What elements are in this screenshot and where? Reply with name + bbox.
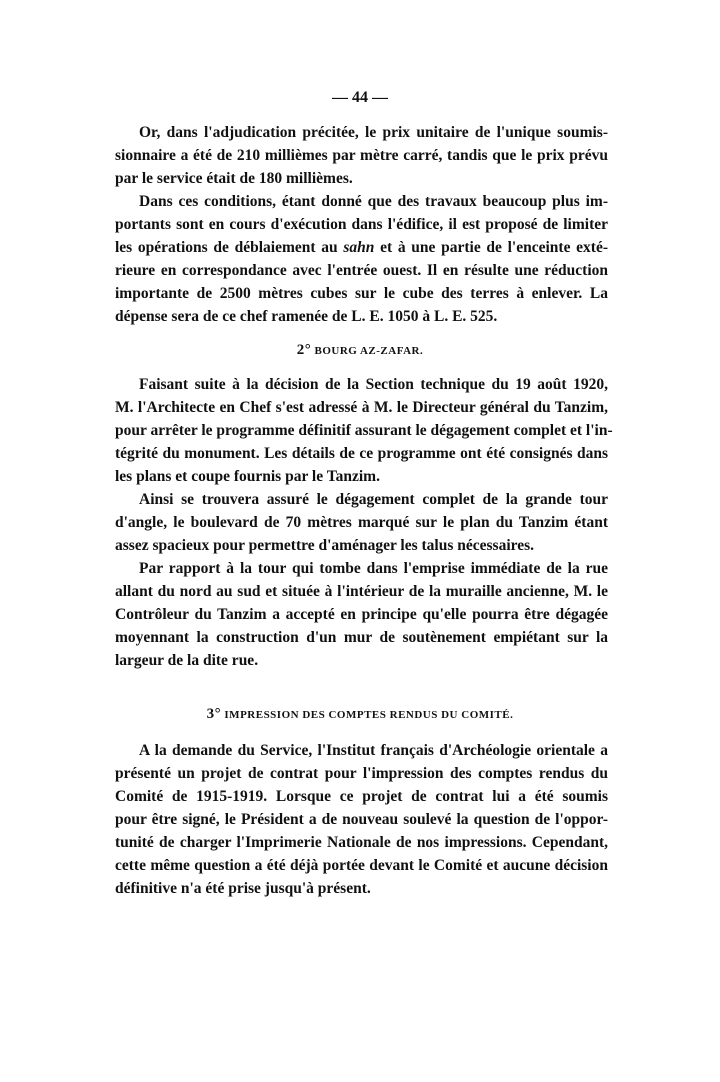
text-line: M. l'Architecte en Chef s'est adressé à M. le Directeur général du Tanzim,: [115, 399, 608, 416]
text-line: Dans ces conditions, étant donné que des travaux beaucoup plus im-: [139, 193, 608, 210]
text-line: importante de 2500 mètres cubes sur le cube des terres à enlever. La: [115, 285, 608, 302]
text-line: cette même question a été déjà portée devant le Comité et aucune décision: [115, 857, 608, 874]
text-line: pour être signé, le Président a de nouveau soulevé la question de l'oppor-: [115, 811, 608, 828]
italic-term: sahn: [343, 239, 375, 256]
text-line: pour arrêter le programme définitif assurant le dégagement complet et l'in-: [115, 422, 613, 439]
text-line: rieure en correspondance avec l'entrée ouest. Il en résulte une réduction: [115, 262, 608, 279]
text-line: tunité de charger l'Imprimerie Nationale de nos impressions. Cependant,: [115, 834, 608, 851]
text-line: Contrôleur du Tanzim a accepté en principe qu'elle pourra être dégagée: [115, 606, 608, 623]
text-line: les opérations de déblaiement au sahn et à une partie de l'enceinte exté-: [115, 239, 608, 256]
text-line: tégrité du monument. Les détails de ce programme ont été consignés dans: [115, 445, 608, 462]
text-line: assez spacieux pour permettre d'aménager les talus nécessaires.: [115, 537, 535, 554]
paragraph: [115, 190, 608, 328]
text-line: moyennant la construction d'un mur de soutènement empiétant sur la: [115, 629, 608, 646]
text-line: d'angle, le boulevard de 70 mètres marqué sur le plan du Tanzim étant: [115, 514, 608, 531]
text-line: dépense sera de ce chef ramenée de L. E. 1050 à L. E. 525.: [115, 308, 498, 325]
text-line: définitive n'a été prise jusqu'à présent.: [115, 880, 371, 897]
text-line: allant du nord au sud et située à l'intérieur de la muraille ancienne, M. le: [115, 583, 608, 600]
page-number: — 44 —: [332, 89, 388, 106]
text-line: les plans et coupe fournis par le Tanzim.: [115, 468, 380, 485]
paragraph: [115, 557, 608, 672]
heading-title: BOURG AZ-ZAFAR.: [314, 345, 424, 357]
text-line: Faisant suite à la décision de la Section technique du 19 août 1920,: [139, 376, 608, 393]
heading-number: 3°: [206, 706, 222, 722]
heading-number: 2°: [296, 342, 312, 358]
text-line: A la demande du Service, l'Institut français d'Archéologie orientale a: [139, 742, 608, 759]
text-line: portants sont en cours d'exécution dans l'édifice, il est proposé de limiter: [115, 216, 608, 233]
text-line: par le service était de 180 millièmes.: [115, 170, 353, 187]
text-line: Comité de 1915-1919. Lorsque ce projet de contrat lui a été soumis: [115, 788, 608, 805]
text-line: Or, dans l'adjudication précitée, le prix unitaire de l'unique soumis-: [139, 124, 608, 141]
heading-title: IMPRESSION DES COMPTES RENDUS DU COMITÉ.: [224, 709, 514, 721]
heading-bourg-az-zafar: [0, 342, 720, 359]
text-line: présenté un projet de contrat pour l'impression des comptes rendus du: [115, 765, 608, 782]
paragraph: [115, 739, 608, 900]
text-line: largeur de la dite rue.: [115, 652, 259, 669]
section-3-text: [115, 739, 608, 900]
text-line: Ainsi se trouvera assuré le dégagement complet de la grande tour: [139, 491, 608, 508]
paragraph: [115, 488, 608, 557]
text-line: sionnaire a été de 210 millièmes par mètre carré, tandis que le prix prévu: [115, 147, 608, 164]
paragraph: [115, 121, 608, 190]
section-1-text: [115, 121, 608, 328]
heading-impression-comptes-rendus: [0, 706, 720, 723]
section-2-text: [115, 373, 613, 672]
paragraph: [115, 373, 613, 488]
text-line: Par rapport à la tour qui tombe dans l'emprise immédiate de la rue: [139, 560, 608, 577]
